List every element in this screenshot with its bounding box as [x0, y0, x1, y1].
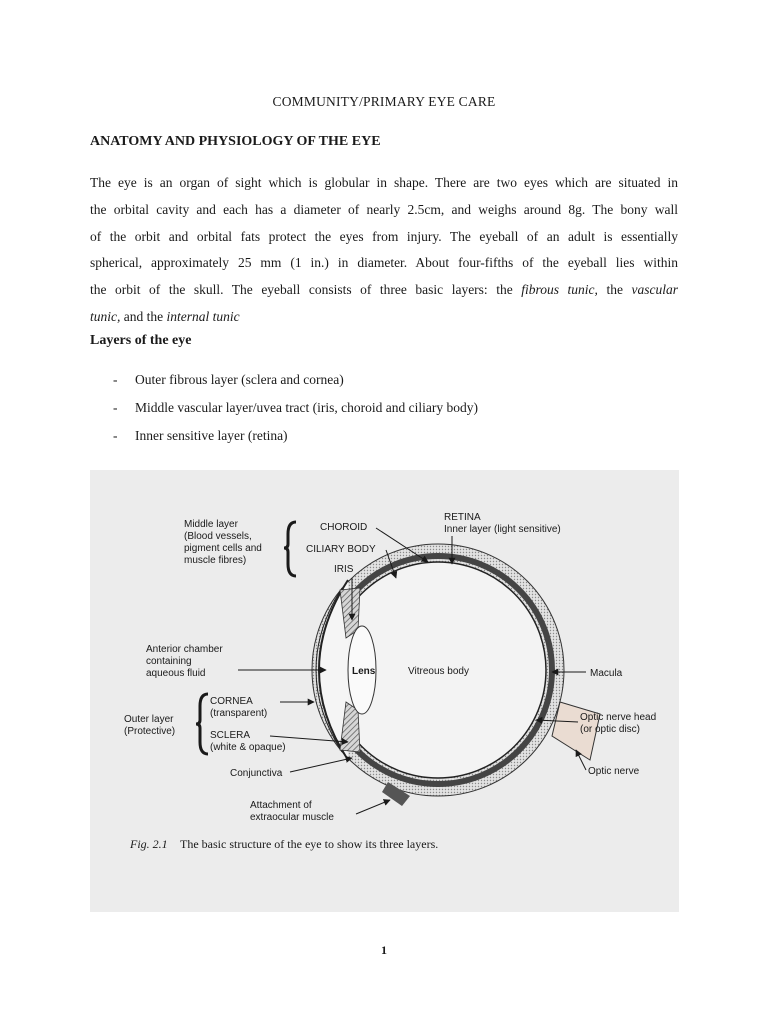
intro-paragraph [90, 170, 678, 331]
layers-heading: Layers of the eye [90, 333, 192, 348]
list-item [113, 400, 478, 428]
vascular-tunic-term-end: tunic, [90, 308, 121, 324]
middle-layer-line-4: muscle fibres) [184, 555, 247, 566]
conjunctiva-arrow [290, 758, 352, 772]
document-title: ANATOMY AND PHYSIOLOGY OF THE EYE [90, 134, 381, 149]
page-header: COMMUNITY/PRIMARY EYE CARE [272, 94, 496, 109]
ciliary-body-label: CILIARY BODY [306, 544, 376, 555]
middle-layer-label [184, 519, 262, 566]
outer-layer-label [124, 714, 175, 737]
anterior-chamber-line-3: aqueous fluid [146, 668, 206, 679]
middle-layer-line-1: Middle layer [184, 519, 238, 530]
anterior-chamber-line-2: containing [146, 656, 192, 667]
attachment-label-2: extraocular muscle [250, 812, 334, 823]
bullet-dash: - [113, 372, 118, 387]
list-item-text: Middle vascular layer/uvea tract (iris, choroid and ciliary body) [135, 400, 478, 415]
inner-layer-label: Inner layer (light sensitive) [444, 524, 561, 535]
list-item [113, 428, 478, 456]
middle-layer-line-3: pigment cells and [184, 543, 262, 554]
intro-line-5-the: the [597, 282, 632, 298]
middle-layer-brace [284, 522, 296, 576]
intro-line-5-text: the orbit of the skull. The eyeball consists of three basic layers: the [90, 282, 522, 298]
attachment-arrow [356, 800, 390, 814]
cornea-label-2: (transparent) [210, 708, 268, 719]
attachment-label-1: Attachment of [250, 800, 312, 811]
eye-diagram-figure [90, 470, 679, 912]
bullet-dash: - [113, 428, 118, 443]
eye-diagram [90, 470, 679, 912]
optic-nerve-head-label-1: Optic nerve head [580, 712, 657, 723]
internal-tunic-term: internal tunic [166, 308, 240, 324]
optic-nerve-label: Optic nerve [588, 766, 640, 777]
macula-label: Macula [590, 668, 623, 679]
cornea-label-1: CORNEA [210, 696, 253, 707]
figure-caption-number: Fig. 2.1 [130, 837, 168, 851]
outer-layer-line-2: (Protective) [124, 726, 176, 737]
list-item-text: Inner sensitive layer (retina) [135, 428, 288, 443]
bullet-dash: - [113, 400, 118, 415]
middle-layer-line-2: (Blood vessels, [184, 531, 252, 542]
vitreous-body-label: Vitreous body [408, 666, 469, 677]
layers-list [113, 372, 478, 456]
iris-label: IRIS [334, 564, 354, 575]
sclera-label-2: (white & opaque) [210, 742, 286, 753]
conjunctiva-label: Conjunctiva [230, 768, 283, 779]
intro-line-5 [90, 277, 678, 304]
anterior-chamber-line-1: Anterior chamber [146, 644, 223, 655]
sclera-label-1: SCLERA [210, 730, 251, 741]
intro-line-6 [90, 304, 678, 331]
intro-line-6-text: and the [120, 308, 167, 324]
intro-line-4: spherical, approximately 25 mm (1 in.) in diameter. About four-fifths of the eyeball lies within [90, 255, 678, 271]
retina-label: RETINA [444, 512, 481, 523]
outer-layer-brace [196, 694, 208, 754]
intro-line-1: The eye is an organ of sight which is globular in shape. There are two eyes which are situated in [90, 175, 678, 190]
fibrous-tunic-term: fibrous tunic, [521, 282, 598, 298]
page-number: 1 [381, 943, 387, 957]
intro-line-3: of the orbit and orbital fats protect the eyes from injury. The eyeball of an adult is essentially [90, 228, 678, 244]
vascular-tunic-term: vascular [631, 282, 678, 298]
intro-line-2: the orbital cavity and each has a diameter of nearly 2.5cm, and weighs around 8g. The bony wall [90, 201, 678, 217]
choroid-label: CHOROID [320, 522, 368, 533]
outer-layer-line-1: Outer layer [124, 714, 174, 725]
figure-caption-text: The basic structure of the eye to show its three layers. [180, 837, 439, 851]
list-item [113, 372, 478, 400]
lens-label: Lens [352, 666, 376, 677]
list-item-text: Outer fibrous layer (sclera and cornea) [135, 372, 344, 387]
optic-nerve-head-label-2: (or optic disc) [580, 724, 641, 735]
